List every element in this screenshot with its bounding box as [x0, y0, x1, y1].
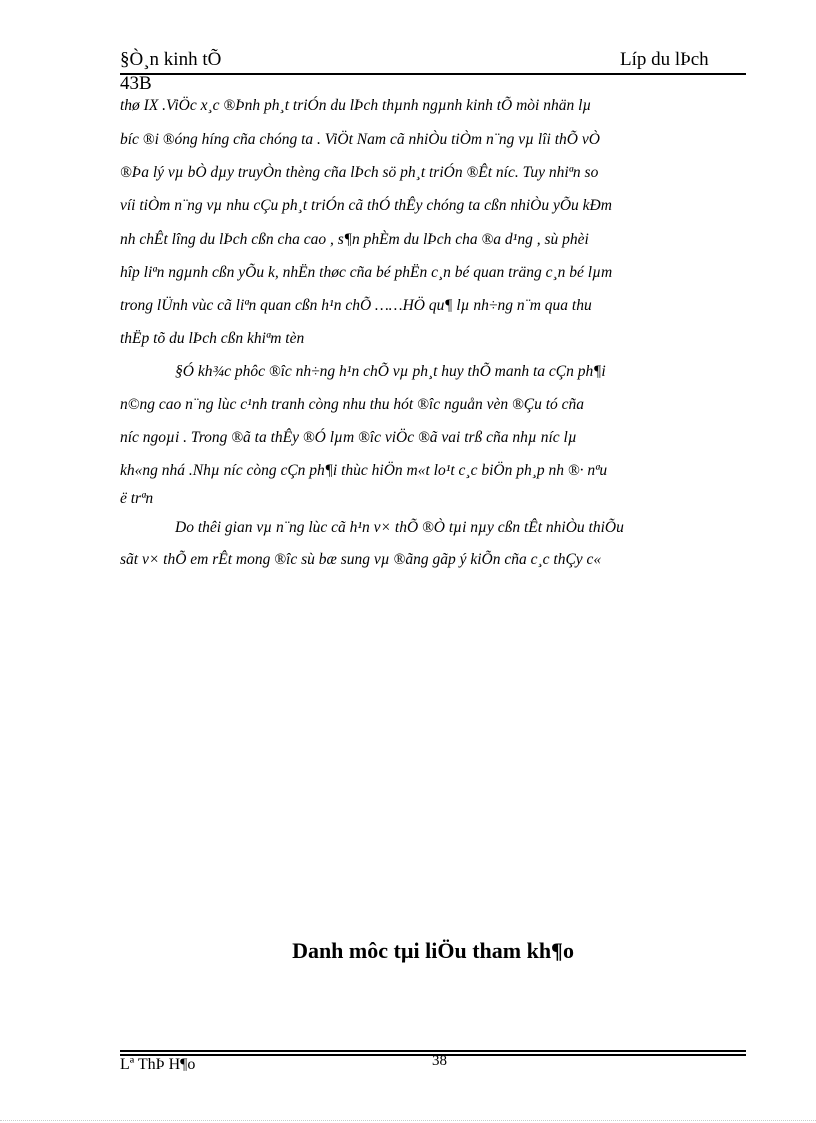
body-line: Do thêi gian vµ n¨ng lùc cã h¹n v× thÕ ®Ò tµi nµy cßn tÊt nhiÒu thiÕu [175, 519, 624, 536]
header-left-title: §Ò¸n kinh tÕ [120, 49, 222, 70]
page-edge-divider [0, 1120, 816, 1121]
header-rule [120, 73, 746, 75]
header-class-code: 43B [120, 73, 152, 94]
page-number: 38 [432, 1053, 447, 1069]
body-line: §Ó kh¾c phôc ®îc nh÷ng h¹n chÕ vµ ph¸t huy thÕ manh ta cÇn ph¶i [175, 363, 606, 380]
body-line: thËp tõ du lÞch cßn khiªm tèn [120, 330, 305, 347]
references-heading: Danh môc tµi liÖu tham kh¶o [292, 938, 574, 963]
body-line: bíc ®i ®óng híng cña chóng ta . ViÖt Nam cã nhiÒu tiÒm n¨ng vµ lîi thÕ vÒ [120, 131, 600, 148]
footer-rule-top [120, 1050, 746, 1052]
body-line: sãt v× thÕ em rÊt mong ®îc sù bæ sung vµ ®ãng gãp ý kiÕn cña c¸c thÇy c« [120, 551, 602, 568]
body-line: víi tiÒm n¨ng vµ nhu cÇu ph¸t triÓn cã thÓ thÊy chóng ta cßn nhiÒu yÕu kÐm [120, 197, 612, 214]
body-line: hîp liªn ngµnh cßn yÕu k, nhËn thøc cña bé phËn c¸n bé quan träng c¸n bé lµm [120, 264, 613, 281]
body-line: níc ngoµi . Trong ®ã ta thÊy ®Ó lµm ®îc viÖc ®ã vai trß cña nhµ níc lµ [120, 429, 577, 446]
footer-author: Lª ThÞ H¶o [120, 1056, 196, 1073]
body-line: nh chÊt lîng du lÞch cßn cha cao , s¶n phÈm du lÞch cha ®a d¹ng , sù phèi [120, 231, 589, 248]
body-line: trong lÜnh vùc cã liªn quan cßn h¹n chÕ ……HÖ qu¶ lµ nh÷ng n¨m qua thu [120, 297, 592, 314]
header-right-title: Líp du lÞch [620, 49, 709, 70]
body-line: ®Þa lý vµ bÒ dµy truyÒn thèng cña lÞch sö ph¸t triÓn ®Êt níc. Tuy nhiªn so [120, 164, 599, 181]
body-line: ë trªn [120, 490, 154, 507]
body-line: kh«ng nhá .Nhµ níc còng cÇn ph¶i thùc hiÖn m«t lo¹t c¸c biÖn ph¸p nh ®· nªu [120, 462, 608, 479]
body-line: thø IX .ViÖc x¸c ®Þnh ph¸t triÓn du lÞch thµnh ngµnh kinh tÕ mòi nhän lµ [120, 97, 592, 114]
body-line: n©ng cao n¨ng lùc c¹nh tranh còng nhu thu hót ®îc nguån vèn ®Çu tó cña [120, 396, 585, 413]
